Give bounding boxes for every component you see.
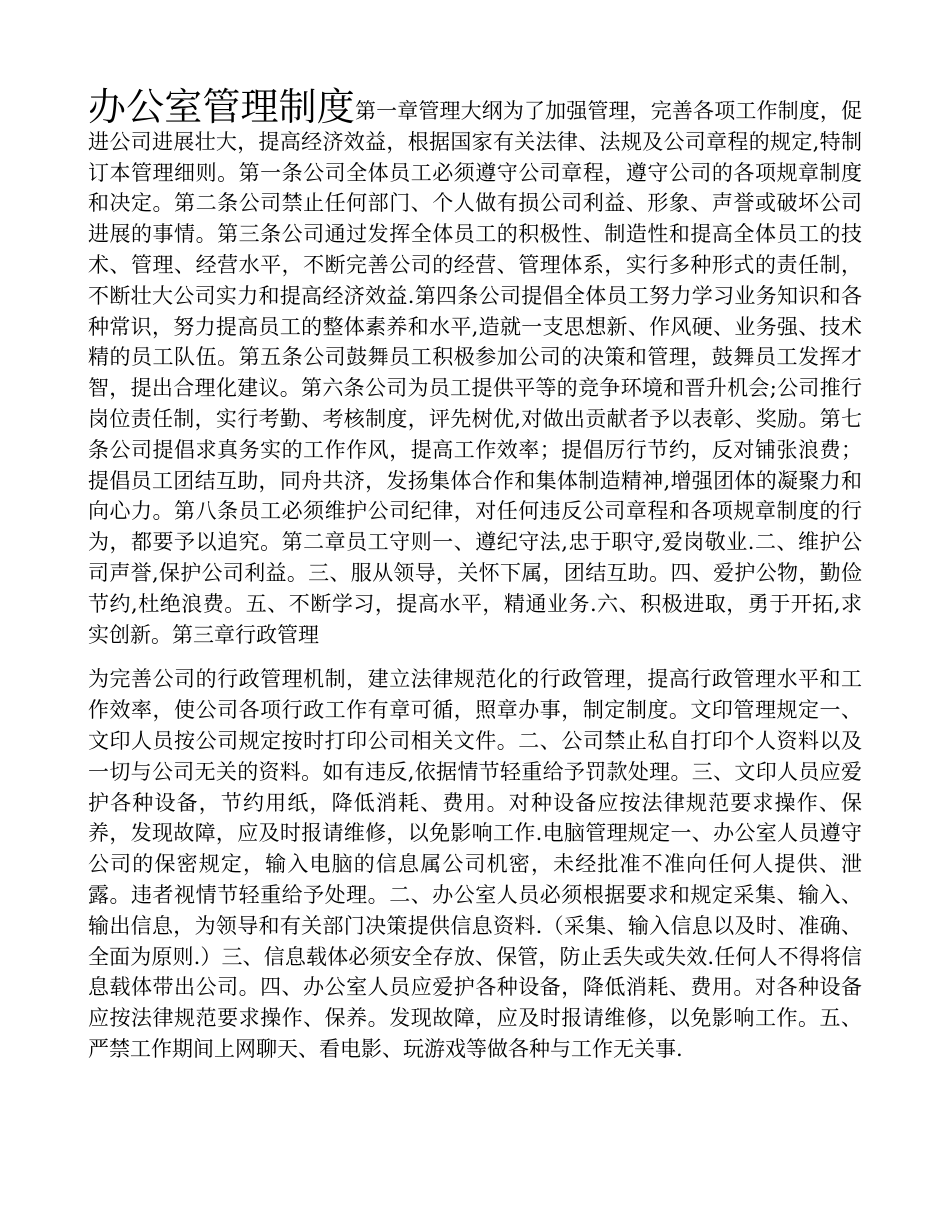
document-title: 办公室管理制度 — [88, 85, 355, 129]
paragraph-1-text: 第一章管理大纲为了加强管理，完善各项工作制度，促进公司进展壮大，提高经济效益，根据国家有关法律、法规及公司章程的规定,特制订本管理细则。第一条公司全体员工必须遵守公司章程，遵守公司的各项规章制度和决定。第二条公司禁止任何部门、个人做有损公司利益、形象、声誉或破坏公司进展的事情。第三条公司通过发挥全体员工的积极性、制造性和提高全体员工的技术、管理、经营水平，不断完善公司的经营、管理体系，实行多种形式的责任制，不断壮大公司实力和提高经济效益.第四条公司提倡全体员工努力学习业务知识和各种常识，努力提高员工的整体素养和水平,造就一支思想新、作风硬、业务强、技术精的员工队伍。第五条公司鼓舞员工积极参加公司的决策和管理，鼓舞员工发挥才智，提出合理化建议。第六条公司为员工提供平等的竞争环境和晋升机会;公司推行岗位责任制，实行考勤、考核制度，评先树优,对做出贡献者予以表彰、奖励。第七条公司提倡求真务实的工作作风，提高工作效率；提倡厉行节约，反对铺张浪费；提倡员工团结互助，同舟共济，发扬集体合作和集体制造精神,增强团体的凝聚力和向心力。第八条员工必须维护公司纪律，对任何违反公司章程和各项规章制度的行为，都要予以追究。第二章员工守则一、遵纪守法,忠于职守,爱岗敬业.二、维护公司声誉,保护公司利益。三、服从领导，关怀下属，团结互助。四、爱护公物，勤俭节约,杜绝浪费。五、不断学习，提高水平，精通业务.六、积极进取，勇于开拓,求实创新。第三章行政管理 — [88, 99, 862, 647]
paragraph-2 — [88, 664, 862, 1064]
paragraph-1 — [88, 85, 862, 650]
paragraph-2-text: 为完善公司的行政管理机制，建立法律规范化的行政管理，提高行政管理水平和工作效率，使公司各项行政工作有章可循，照章办事，制定制度。文印管理规定一、文印人员按公司规定按时打印公司相关文件。二、公司禁止私自打印个人资料以及一切与公司无关的资料。如有违反,依据情节轻重给予罚款处理。三、文印人员应爱护各种设备，节约用纸，降低消耗、费用。对种设备应按法律规范要求操作、保养，发现故障，应及时报请维修，以免影响工作.电脑管理规定一、办公室人员遵守公司的保密规定，输入电脑的信息属公司机密，未经批准不准向任何人提供、泄露。违者视情节轻重给予处理。二、办公室人员必须根据要求和规定采集、输入、输出信息，为领导和有关部门决策提供信息资料.（采集、输入信息以及时、准确、全面为原则.）三、信息载体必须安全存放、保管，防止丢失或失效.任何人不得将信息载体带出公司。四、办公室人员应爱护各种设备，降低消耗、费用。对各种设备应按法律规范要求操作、保养。发现故障，应及时报请维修，以免影响工作。五、严禁工作期间上网聊天、看电影、玩游戏等做各种与工作无关事. — [88, 667, 862, 1061]
